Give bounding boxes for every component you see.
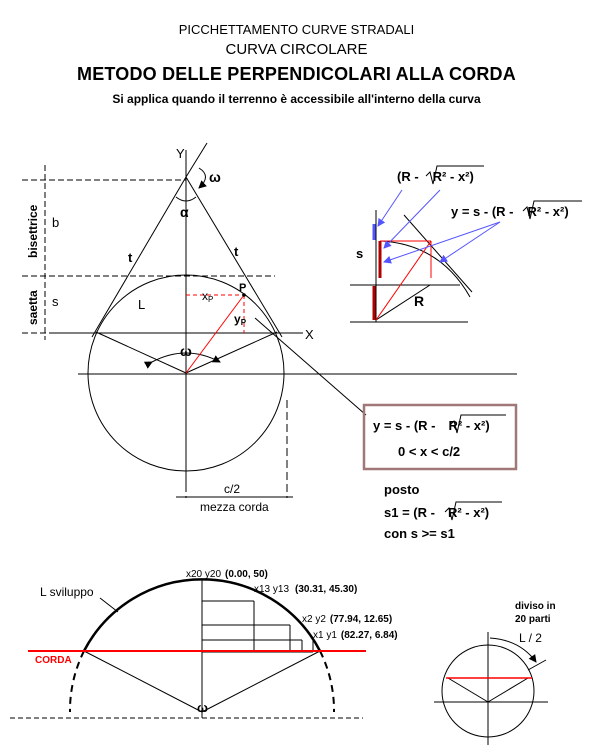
bottom-diagram [10, 579, 363, 718]
formula-line-1: y = s - (R - R² - x²) [373, 418, 490, 433]
detail-pointers [378, 190, 500, 262]
bottom-arc-dash-right [320, 651, 334, 712]
mezza-corda-label: mezza corda [200, 500, 269, 514]
point-label-2: x2 y2 (77.94, 12.65) [302, 614, 393, 625]
point-label-1: x1 y1 (82.27, 6.84) [313, 630, 398, 641]
omega-top-label: ω [209, 169, 221, 185]
c2-label: c/2 [224, 482, 241, 496]
title-metodo: METODO DELLE PERPENDICOLARI ALLA CORDA [77, 64, 516, 84]
con-condition: con s >= s1 [384, 526, 455, 541]
yp-label: yP [234, 312, 247, 327]
subtitle: Si applica quando il terrenno è accessibile all'interno della curva [112, 92, 481, 106]
l2-label: L / 2 [519, 631, 542, 645]
y-axis-label: Y [176, 146, 185, 161]
p-label: P [239, 282, 247, 294]
diviso-in-label: diviso in [515, 601, 556, 612]
b-label: b [52, 215, 60, 230]
detail-formula-2: y = s - (R - R² - x²) [451, 204, 569, 219]
saetta-label: saetta [26, 290, 40, 325]
main-labels [26, 146, 314, 514]
l-label: L [138, 297, 146, 312]
small-diagram [434, 632, 548, 745]
sviluppo-label: L sviluppo [40, 585, 94, 599]
omega-arc-top [199, 168, 206, 188]
t-right-label: t [234, 244, 239, 259]
posto-label: posto [384, 482, 420, 497]
20-parti-label: 20 parti [515, 614, 551, 625]
bisettrice-label: bisettrice [26, 204, 40, 258]
s1-formula: s1 = (R - R² - x²) [384, 505, 490, 520]
detail-diagram [350, 210, 472, 322]
title-picchettamento: PICCHETTAMENTO CURVE STRADALI [178, 22, 415, 37]
bottom-arc-dash-left [70, 651, 84, 712]
xp-label: xP [202, 289, 214, 304]
bottom-omega-label: ω [197, 700, 208, 715]
detail-s-label: s [356, 246, 364, 261]
corda-label: CORDA [35, 655, 72, 666]
detail-slant [404, 215, 472, 292]
radius-left [96, 332, 186, 373]
bottom-radius-left [84, 651, 202, 712]
posto-block [384, 482, 502, 541]
detail-r-label: R [414, 293, 425, 309]
main-red-lines [186, 295, 244, 373]
radius-to-p [186, 295, 244, 373]
bottom-radius-right [202, 651, 320, 712]
t-left-label: t [128, 250, 133, 265]
omega-center-label: ω [180, 343, 192, 359]
point-label-13: x13 y13 (30.31, 45.30) [254, 584, 358, 595]
small-labels [515, 601, 556, 645]
point-label-20: x20 y20 (0.00, 50) [186, 569, 268, 580]
s-label: s [52, 294, 59, 309]
x-axis-label: X [305, 327, 314, 342]
tangent-left [92, 177, 186, 337]
detail-formula-1: (R - R² - x²) [397, 169, 474, 184]
title-curva-circolare: CURVA CIRCOLARE [225, 41, 368, 58]
alpha-label: α [180, 204, 189, 220]
detail-labels [356, 166, 582, 309]
sviluppo-leader [100, 598, 118, 612]
formula-line-2: 0 < x < c/2 [398, 444, 461, 459]
formula-box-text [373, 415, 506, 459]
radius-right [186, 332, 277, 373]
